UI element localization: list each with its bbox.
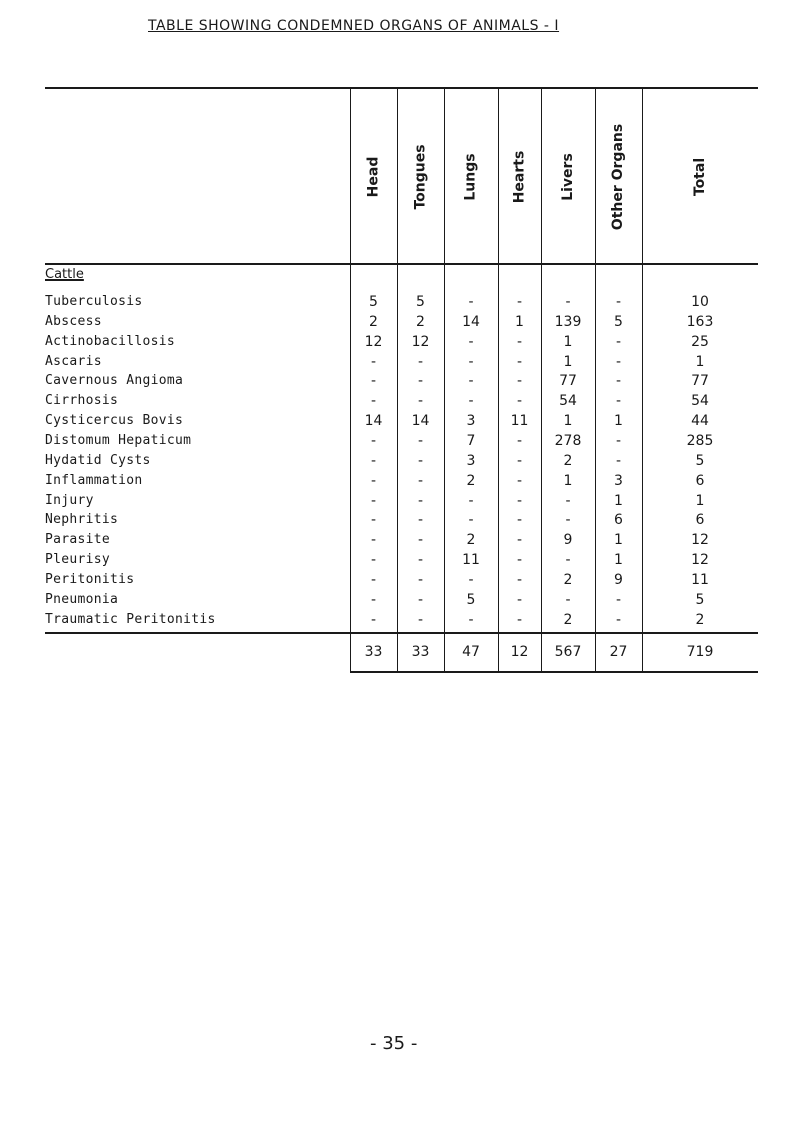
- table-row: [45, 473, 758, 493]
- cell-tongues: -: [417, 492, 424, 509]
- cell-other-organs: 3: [614, 472, 623, 489]
- page-title: TABLE SHOWING CONDEMNED ORGANS OF ANIMALS - I: [148, 18, 560, 34]
- cell-other-organs: 1: [614, 532, 623, 549]
- cell-other-organs: 1: [614, 492, 623, 509]
- table-row: [45, 453, 758, 473]
- cell-head: 12: [364, 333, 383, 350]
- row-label: Cirrhosis: [45, 393, 119, 409]
- cell-hearts: -: [516, 512, 523, 529]
- cell-livers: 1: [563, 333, 573, 350]
- column-header-tongues: Tongues: [412, 144, 429, 210]
- row-label: Pneumonia: [45, 591, 119, 607]
- cell-tongues: 2: [416, 313, 425, 330]
- cell-hearts: -: [516, 353, 523, 370]
- cell-head: 2: [369, 313, 378, 330]
- cell-tongues: -: [417, 611, 424, 628]
- cell-lungs: -: [468, 492, 474, 509]
- cell-lungs: 3: [466, 452, 476, 469]
- cell-lungs: -: [468, 294, 474, 310]
- table-row: [45, 334, 758, 354]
- cell-hearts: -: [516, 294, 523, 310]
- cell-head: -: [370, 611, 377, 628]
- row-label: Parasite: [45, 532, 111, 548]
- row-label: Pleurisy: [45, 552, 111, 568]
- cell-tongues: -: [417, 373, 424, 390]
- cell-tongues: -: [417, 393, 424, 410]
- cell-head: -: [370, 432, 377, 449]
- cell-head: -: [370, 353, 377, 370]
- table-row: [45, 532, 758, 552]
- table-row: [45, 493, 758, 513]
- cell-tongues: -: [417, 432, 424, 449]
- cell-lungs: -: [468, 373, 474, 390]
- cell-total: 5: [695, 452, 705, 469]
- header-bottom-rule: [45, 263, 758, 265]
- cell-hearts: -: [516, 432, 523, 449]
- cell-head: -: [370, 492, 377, 509]
- cell-livers: 2: [563, 452, 573, 469]
- total-hearts: 12: [510, 644, 529, 660]
- section-heading-cattle: Cattle: [45, 267, 84, 282]
- total-lungs: 47: [462, 644, 480, 660]
- table-row: [45, 612, 758, 632]
- row-label: Actinobacillosis: [45, 333, 176, 349]
- cell-head: -: [370, 552, 377, 569]
- total-other-organs: 27: [609, 644, 628, 660]
- cell-lungs: 14: [462, 313, 480, 330]
- cell-total: 5: [695, 591, 705, 608]
- cell-other-organs: -: [615, 373, 622, 390]
- condemned-organs-table: [45, 87, 758, 673]
- cell-lungs: 2: [466, 532, 476, 549]
- cell-tongues: -: [417, 353, 424, 370]
- cell-other-organs: -: [615, 353, 622, 370]
- cell-tongues: -: [417, 512, 424, 529]
- table-bottom-rule: [350, 671, 758, 673]
- column-header-other-organs: Other Organs: [610, 123, 627, 231]
- cell-head: 14: [364, 413, 383, 430]
- cell-livers: -: [565, 552, 571, 569]
- cell-other-organs: -: [615, 432, 622, 449]
- total-livers: 567: [554, 644, 582, 660]
- row-label: Tuberculosis: [45, 294, 143, 309]
- cell-livers: 77: [559, 373, 577, 390]
- cell-livers: -: [565, 512, 571, 529]
- cell-lungs: 3: [466, 413, 476, 430]
- cell-hearts: -: [516, 452, 523, 469]
- table-row: [45, 552, 758, 572]
- cell-other-organs: 6: [614, 512, 623, 529]
- cell-livers: -: [565, 294, 571, 310]
- cell-total: 1: [695, 492, 705, 509]
- cell-head: -: [370, 452, 377, 469]
- cell-tongues: -: [417, 571, 424, 588]
- cell-hearts: 11: [510, 413, 529, 430]
- row-label: Ascaris: [45, 353, 102, 369]
- cell-total: 44: [691, 413, 709, 430]
- table-row: [45, 294, 758, 314]
- totals-top-rule: [45, 632, 758, 634]
- cell-hearts: -: [516, 472, 523, 489]
- cell-tongues: -: [417, 591, 424, 608]
- column-header-lungs: Lungs: [463, 153, 479, 201]
- cell-total: 6: [695, 512, 705, 529]
- cell-total: 285: [686, 432, 714, 449]
- cell-lungs: -: [468, 571, 474, 588]
- cell-livers: 54: [559, 393, 577, 410]
- cell-head: 5: [369, 294, 378, 310]
- cell-livers: 1: [563, 353, 573, 370]
- row-label: Hydatid Cysts: [45, 452, 151, 468]
- cell-other-organs: -: [615, 294, 622, 310]
- row-label: Nephritis: [45, 512, 119, 528]
- cell-hearts: -: [516, 393, 523, 410]
- total-tongues: 33: [411, 644, 430, 660]
- cell-hearts: -: [516, 571, 523, 588]
- cell-tongues: 5: [416, 294, 425, 310]
- table-row: [45, 354, 758, 374]
- cell-other-organs: 1: [614, 413, 623, 430]
- table-row: [45, 413, 758, 433]
- cell-livers: 2: [563, 571, 573, 588]
- cell-total: 11: [691, 571, 709, 588]
- cell-livers: -: [565, 492, 571, 509]
- cell-livers: 278: [554, 432, 582, 449]
- cell-other-organs: 9: [614, 571, 623, 588]
- cell-total: 12: [691, 552, 709, 569]
- page-number: - 35 -: [370, 1033, 418, 1054]
- cell-head: -: [370, 373, 377, 390]
- cell-lungs: -: [468, 393, 474, 410]
- column-header-hearts: Hearts: [511, 150, 528, 204]
- cell-total: 10: [691, 294, 709, 310]
- table-top-rule: [45, 87, 758, 89]
- cell-total: 77: [691, 373, 709, 390]
- cell-head: -: [370, 512, 377, 529]
- cell-hearts: -: [516, 333, 523, 350]
- row-label: Inflammation: [45, 472, 143, 488]
- cell-head: -: [370, 393, 377, 410]
- column-header-head: Head: [365, 156, 382, 198]
- cell-hearts: 1: [515, 313, 524, 330]
- cell-hearts: -: [516, 611, 523, 628]
- cell-livers: 9: [563, 532, 573, 549]
- row-label: Cysticercus Bovis: [45, 413, 184, 429]
- cell-livers: 1: [563, 472, 573, 489]
- column-header-total: Total: [692, 157, 708, 197]
- row-label: Abscess: [45, 313, 102, 329]
- table-row: [45, 572, 758, 592]
- cell-livers: -: [565, 591, 571, 608]
- cell-other-organs: -: [615, 333, 622, 350]
- cell-other-organs: -: [615, 611, 622, 628]
- row-label: Injury: [45, 492, 94, 508]
- cell-tongues: 12: [411, 333, 430, 350]
- cell-other-organs: -: [615, 393, 622, 410]
- cell-lungs: 2: [466, 472, 476, 489]
- cell-hearts: -: [516, 492, 523, 509]
- cell-head: -: [370, 472, 377, 489]
- row-label: Distomum Hepaticum: [45, 432, 192, 448]
- column-header-livers: Livers: [559, 153, 576, 201]
- cell-total: 25: [691, 333, 709, 350]
- cell-livers: 139: [554, 313, 582, 330]
- row-label: Traumatic Peritonitis: [45, 611, 216, 627]
- cell-total: 1: [695, 353, 705, 370]
- table-row: [45, 433, 758, 453]
- cell-head: -: [370, 571, 377, 588]
- table-row: [45, 512, 758, 532]
- cell-hearts: -: [516, 591, 523, 608]
- cell-head: -: [370, 532, 377, 549]
- cell-lungs: 7: [466, 432, 476, 449]
- table-row: [45, 373, 758, 393]
- row-label: Peritonitis: [45, 571, 135, 587]
- cell-lungs: -: [468, 353, 474, 370]
- cell-tongues: -: [417, 452, 424, 469]
- cell-total: 54: [691, 393, 709, 410]
- row-label: Cavernous Angioma: [45, 373, 184, 389]
- total-total: 719: [686, 644, 714, 660]
- cell-hearts: -: [516, 373, 523, 390]
- cell-head: -: [370, 591, 377, 608]
- cell-lungs: -: [468, 333, 474, 350]
- cell-total: 12: [691, 532, 709, 549]
- cell-other-organs: -: [615, 591, 622, 608]
- total-head: 33: [364, 644, 383, 660]
- cell-tongues: -: [417, 532, 424, 549]
- cell-livers: 1: [563, 413, 573, 430]
- table-row: [45, 314, 758, 334]
- cell-total: 6: [695, 472, 705, 489]
- table-row: [45, 393, 758, 413]
- cell-tongues: 14: [411, 413, 430, 430]
- cell-tongues: -: [417, 552, 424, 569]
- cell-tongues: -: [417, 472, 424, 489]
- cell-other-organs: 5: [614, 313, 623, 330]
- cell-lungs: -: [468, 512, 474, 529]
- cell-hearts: -: [516, 552, 523, 569]
- cell-livers: 2: [563, 611, 573, 628]
- cell-total: 163: [686, 313, 714, 330]
- cell-lungs: -: [468, 611, 474, 628]
- cell-total: 2: [695, 611, 705, 628]
- cell-lungs: 11: [462, 552, 480, 569]
- table-row: [45, 592, 758, 612]
- cell-other-organs: 1: [614, 552, 623, 569]
- cell-hearts: -: [516, 532, 523, 549]
- cell-lungs: 5: [466, 591, 476, 608]
- cell-other-organs: -: [615, 452, 622, 469]
